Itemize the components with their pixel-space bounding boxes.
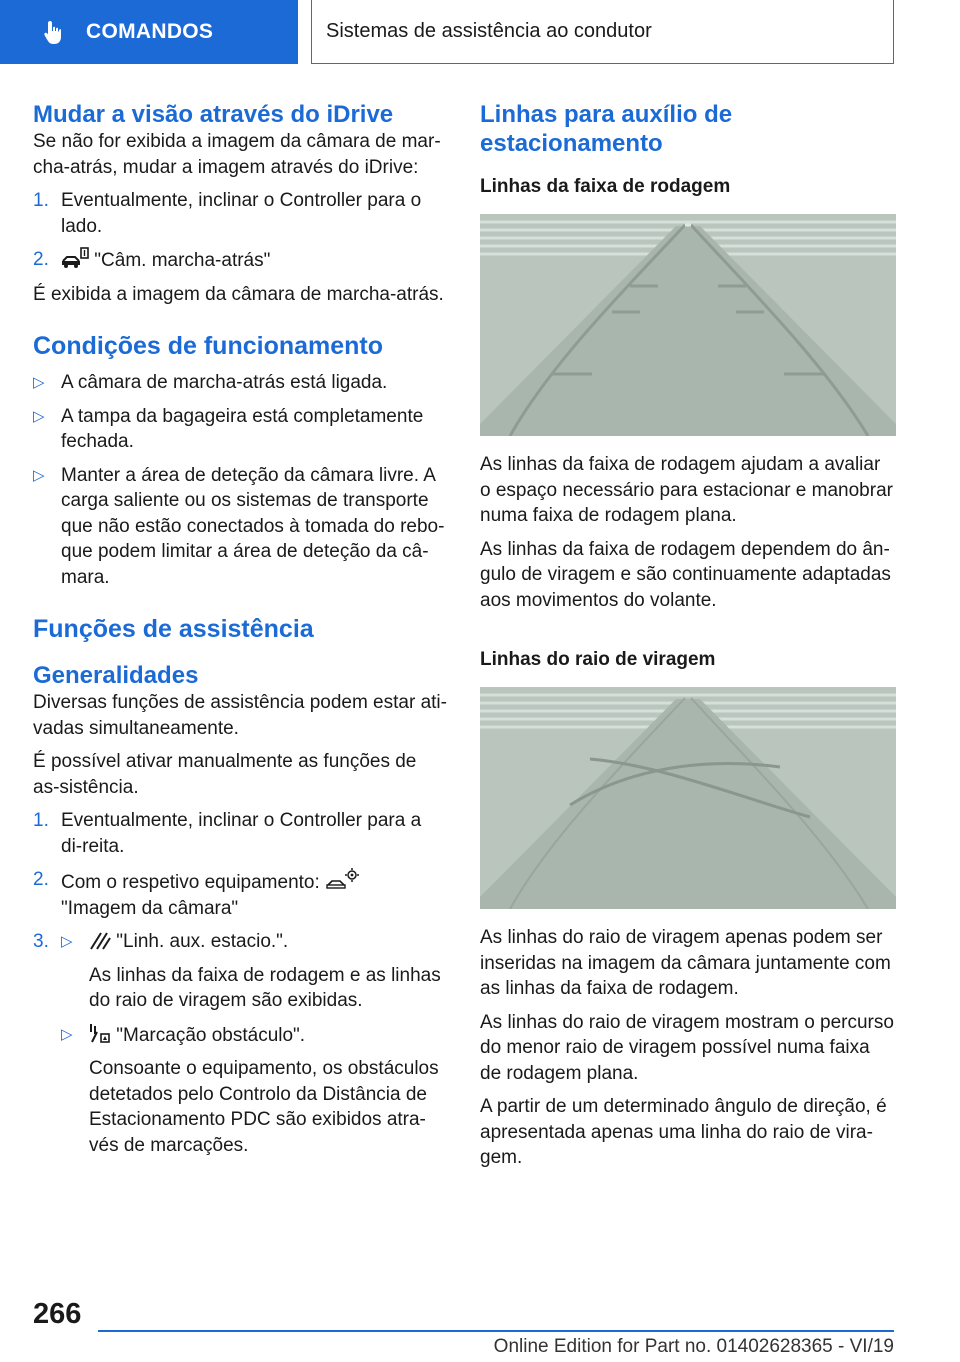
triangle-bullet-icon: ▷ (33, 466, 45, 484)
section-tab (0, 0, 298, 64)
idrive-step-1 (33, 188, 447, 239)
general-heading: Generalidades (33, 662, 199, 689)
lane-lines-p1: As linhas da faixa de rodagem ajudam a avaliar o espaço necessário para estacionar e manobrar numa faixa de rodagem plana. (480, 454, 893, 526)
parking-lines-icon (89, 930, 111, 950)
camera-settings-icon (325, 867, 361, 891)
general-p1: Diversas funções de assistência podem estar ati-vadas simultaneamente. (33, 692, 447, 739)
turn-radius-p3: A partir de um determinado ângulo de direção, é apresentada apenas uma linha do raio de vira-gem. (480, 1096, 887, 1168)
triangle-bullet-icon: ▷ (61, 1025, 73, 1043)
triangle-bullet-icon: ▷ (33, 374, 45, 391)
functions-step-2 (33, 867, 447, 921)
sub-option-obstacle-marking (61, 1022, 447, 1159)
lane-lines-heading: Linhas da faixa de rodagem (480, 176, 731, 197)
condition-item: ▷ Manter a área de deteção da câmara livre. A carga saliente ou os sistemas de transporte que não estão conectados à tomada do rebo-que podem limitar a área de deteção da câ-mara. (33, 463, 447, 591)
page-header (0, 0, 960, 66)
step-text: Com o respetivo equipamento: (61, 872, 320, 893)
lane-lines-p2: As linhas da faixa de rodagem dependem do ân-gulo de viragem e são continuamente adaptadas aos movimentos do volante. (480, 538, 891, 611)
option-label: "Marcação obstáculo". (116, 1024, 306, 1046)
left-column (33, 100, 447, 1158)
edition-note: Online Edition for Part no. 01402628365 - VI/19 (493, 1336, 894, 1357)
condition-item: ▷ A tampa da bagageira está completamente fechada. (33, 404, 447, 455)
turn-radius-heading: Linhas do raio de viragem (480, 649, 716, 670)
general-p2: É possível ativar manualmente as funções de as-sistência. (33, 751, 417, 798)
step-number: 2. (33, 249, 49, 270)
hand-pointer-icon (42, 19, 66, 45)
footer-divider (98, 1330, 894, 1332)
option-desc: Consoante o equipamento, os obstáculos detetados pelo Controlo da Distância de Estacionamento PDC são exibidos atra-vés de marcações. (89, 1058, 439, 1156)
obstacle-marking-icon (89, 1022, 111, 1044)
chapter-title: Sistemas de assistência ao condutor (326, 20, 652, 42)
lane-lines-illustration (480, 214, 896, 436)
step-number: 3. (33, 931, 49, 952)
step-text: "Câm. marcha-atrás" (94, 250, 271, 271)
step-text-wrap (61, 247, 447, 274)
page-number: 266 (33, 1298, 82, 1330)
sub-option-parking-lines (61, 929, 447, 1014)
option-desc: As linhas da faixa de rodagem e as linhas do raio de viragem são exibidas. (89, 964, 441, 1011)
parking-lines-heading: Linhas para auxílio de estacionamento (480, 101, 733, 157)
turn-radius-p1: As linhas do raio de viragem apenas podem ser inseridas na imagem da câmara juntamente com as linhas da faixa de rodagem. (480, 927, 891, 999)
rear-camera-icon (61, 247, 89, 269)
turn-radius-illustration (480, 687, 896, 909)
right-column (480, 100, 896, 1171)
option-label: "Linh. aux. estacio.". (116, 931, 289, 952)
step-text: Eventualmente, inclinar o Controller para o lado. (61, 190, 422, 237)
step-number: 1. (33, 190, 49, 211)
turn-radius-p2: As linhas do raio de viragem mostram o percurso do menor raio de viragem possível numa faixa de rodagem plana. (480, 1011, 894, 1084)
triangle-bullet-icon: ▷ (61, 933, 73, 950)
step-text: "Imagem da câmara" (61, 897, 239, 919)
condition-item: ▷ A câmara de marcha-atrás está ligada. (33, 370, 447, 396)
functions-heading: Funções de assistência (33, 615, 314, 643)
step-text: Eventualmente, inclinar o Controller para a di-reita. (61, 810, 422, 857)
idrive-step-2 (33, 247, 447, 274)
functions-step-1 (33, 808, 447, 859)
step-number: 2. (33, 869, 49, 890)
conditions-heading: Condições de funcionamento (33, 332, 384, 360)
chapter-title-box (311, 0, 894, 64)
section-label: COMANDOS (86, 20, 214, 43)
idrive-intro: Se não for exibida a imagem da câmara de mar-cha-atrás, mudar a imagem através do iDrive: (33, 131, 441, 178)
functions-step-3 (33, 929, 447, 1158)
idrive-heading: Mudar a visão através do iDrive (33, 101, 394, 128)
step-number: 1. (33, 810, 49, 831)
idrive-result: É exibida a imagem da câmara de marcha-atrás. (33, 283, 444, 305)
triangle-bullet-icon: ▷ (33, 407, 45, 425)
